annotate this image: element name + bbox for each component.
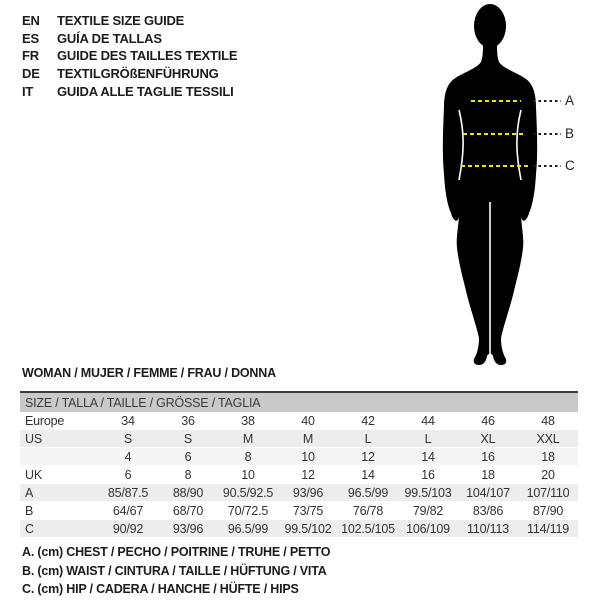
row-label: A [20,484,98,502]
size-value: 96.5/99 [218,520,278,538]
size-value: 34 [98,412,158,430]
size-value: 90.5/92.5 [218,484,278,502]
row-label: UK [20,466,98,484]
size-value: 102.5/105 [338,520,398,538]
size-value: S [98,430,158,448]
size-table-row-Europe [20,412,578,430]
size-value: 83/86 [458,502,518,520]
language-code: DE [22,66,40,82]
row-label: B [20,502,98,520]
measure-label-c: C [565,158,575,173]
size-table-row-C [20,520,578,538]
language-list [22,12,237,100]
measurement-legend [22,543,330,599]
language-row-es [22,30,237,48]
size-value: 18 [458,466,518,484]
size-value: 106/109 [398,520,458,538]
size-value: 93/96 [158,520,218,538]
size-value: 16 [398,466,458,484]
size-table-body [20,412,578,538]
measure-line-b [463,133,524,135]
size-value: XL [458,430,518,448]
measure-label-a: A [565,93,574,108]
size-value: 99.5/103 [398,484,458,502]
language-row-it [22,82,237,100]
size-value: L [398,430,458,448]
size-value: 87/90 [518,502,578,520]
size-value: 36 [158,412,218,430]
size-value: 114/119 [518,520,578,538]
size-value: 20 [518,466,578,484]
language-title: TEXTILE SIZE GUIDE [57,13,185,29]
leader-dots-a [533,100,561,102]
language-code: FR [22,48,39,64]
size-value: 104/107 [458,484,518,502]
size-value: 14 [338,466,398,484]
size-value: 48 [518,412,578,430]
size-value: 38 [218,412,278,430]
size-value: 99.5/102 [278,520,338,538]
size-value: 8 [218,448,278,466]
size-table-row-B [20,502,578,520]
language-row-en [22,12,237,30]
size-value: 70/72.5 [218,502,278,520]
legend-line-c: C. (cm) HIP / CADERA / HANCHE / HÜFTE / HIPS [22,582,299,597]
size-value: 93/96 [278,484,338,502]
size-table-row-A [20,484,578,502]
measure-line-c [461,165,528,167]
size-value: 12 [278,466,338,484]
woman-silhouette [438,2,558,368]
size-table [20,391,578,538]
size-value: 46 [458,412,518,430]
size-value: 64/67 [98,502,158,520]
language-title: GUIDE DES TAILLES TEXTILE [57,48,238,64]
size-value: L [338,430,398,448]
size-value: 79/82 [398,502,458,520]
size-table-row-US [20,430,578,448]
size-value: 44 [398,412,458,430]
size-value: 10 [218,466,278,484]
language-code: EN [22,13,40,29]
silhouette-body [443,42,537,365]
silhouette-head [474,4,506,48]
measure-line-a [471,100,521,102]
size-table-row-UK [20,466,578,484]
size-value: 88/90 [158,484,218,502]
size-table-header: SIZE / TALLA / TAILLE / GRÖSSE / TAGLIA [20,392,578,412]
language-title: TEXTILGRÖßENFÜHRUNG [57,66,219,82]
size-value: 85/87.5 [98,484,158,502]
language-code: IT [22,83,34,99]
language-title: GUIDA ALLE TAGLIE TESSILI [57,83,234,99]
row-label [20,448,98,466]
size-value: 12 [338,448,398,466]
size-value: 18 [518,448,578,466]
size-value: 76/78 [338,502,398,520]
arm-separation-left [459,110,463,180]
size-value: XXL [518,430,578,448]
size-value: 10 [278,448,338,466]
size-value: M [218,430,278,448]
size-value: 4 [98,448,158,466]
size-value: 107/110 [518,484,578,502]
row-label: US [20,430,98,448]
legend-line-a: A. (cm) CHEST / PECHO / POITRINE / TRUHE / PETTO [22,545,331,559]
row-label: Europe [20,412,98,430]
legend-line-b: B. (cm) WAIST / CINTURA / TAILLE / HÜFTUNG / VITA [22,563,327,578]
size-value: 68/70 [158,502,218,520]
size-value: 110/113 [458,520,518,538]
language-row-de [22,65,237,83]
row-label: C [20,520,98,538]
section-title: WOMAN / MUJER / FEMME / FRAU / DONNA [22,366,276,380]
arm-separation-right [517,110,521,180]
size-value: 16 [458,448,518,466]
size-value: M [278,430,338,448]
size-value: 42 [338,412,398,430]
size-table-row-us-number [20,448,578,466]
language-row-fr [22,47,237,65]
size-value: 96.5/99 [338,484,398,502]
size-value: 73/75 [278,502,338,520]
size-value: 90/92 [98,520,158,538]
size-value: 8 [158,466,218,484]
size-value: 6 [158,448,218,466]
language-code: ES [22,30,39,46]
measure-label-b: B [565,126,574,141]
size-value: 14 [398,448,458,466]
size-value: 6 [98,466,158,484]
leader-dots-b [533,133,561,135]
size-value: 40 [278,412,338,430]
leader-dots-c [533,165,561,167]
size-value: S [158,430,218,448]
language-title: GUÍA DE TALLAS [57,30,162,46]
